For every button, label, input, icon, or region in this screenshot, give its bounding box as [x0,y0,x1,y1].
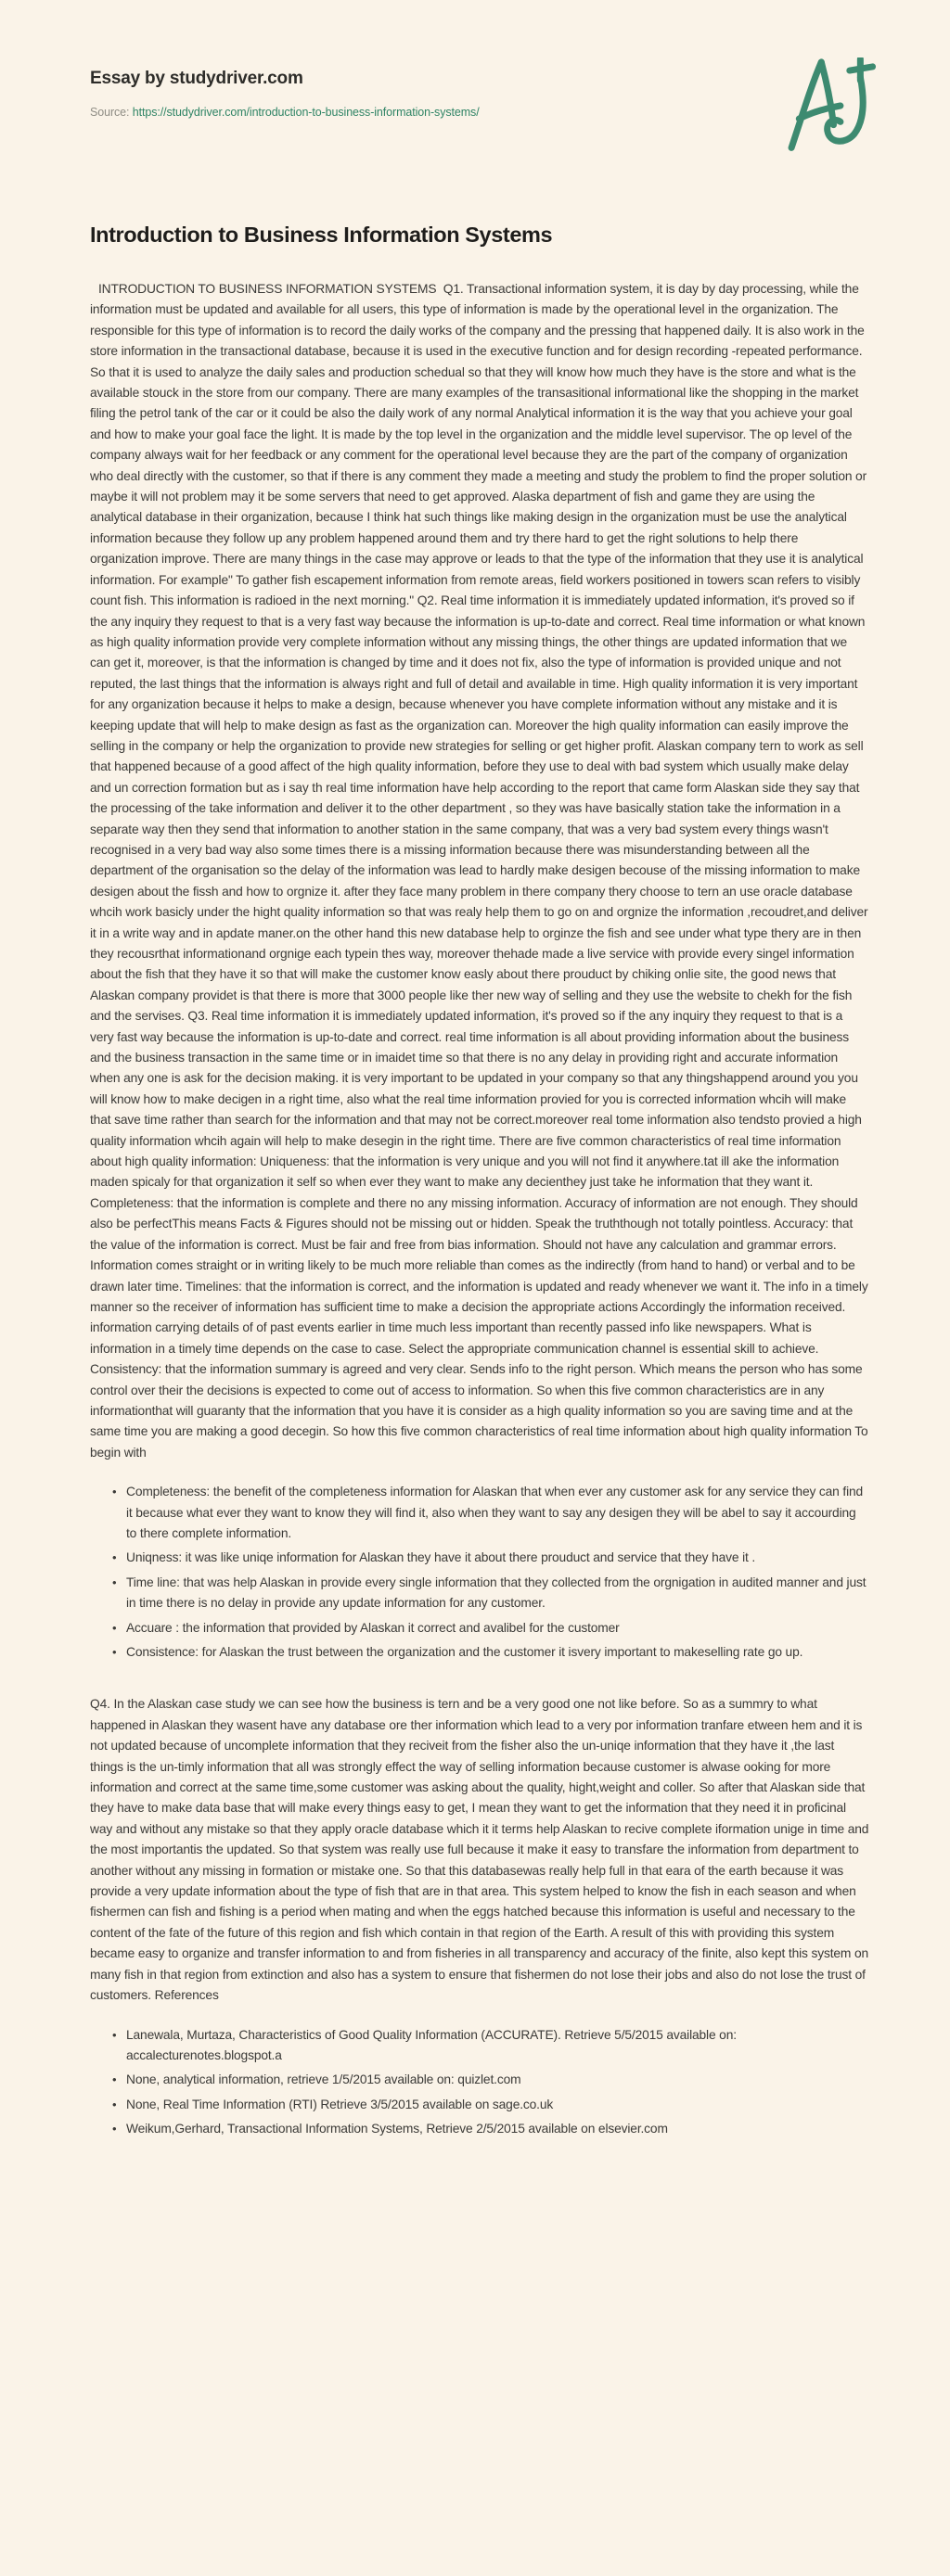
source-label: Source: [90,106,130,119]
studydriver-logo [783,57,879,154]
list-item-completeness: • Completeness: the benefit of the completeness information for Alaskan that when ever any customer ask for any service they can find it because what ever they want to know they will find it, also when they want to say any desigen they will be abel to say it accourding to there complete information. [126,1482,869,1544]
list-item-consistence: • Consistence: for Alaskan the trust between the organization and the customer it isvery important to makeselling rate go up. [126,1642,869,1663]
characteristics-list [90,1482,869,1663]
source-link[interactable]: https://studydriver.com/introduction-to-business-information-systems/ [132,106,480,119]
list-item-timeline: • Time line: that was help Alaskan in provide every single information that they collected from the orgnigation in audited manner and just in time there is no delay in provide any update information for any customer. [126,1573,869,1614]
essay-paragraph-q4: Q4. In the Alaskan case study we can see how the business is tern and be a very good one not like before. So as a summry to what happened in Alaskan they wasent have any database ore ther information which lead to a very por information tranfare etween hem and it is not updated because of uncomplete information that they reciveit from the fisher also the un-uniqe information that they have it ,the last things is the un-timly information that all was strongly effect the way of selling information because customer is alwase ooking for more information and correct at the same time,some customer was asking about the quality, hight,weight and coller. So after that Alaskan side that they have to make data base that will make every things easy to get, I mean they want to get the information that they need it in proficinal way and without any mistake so that they apply oracle database which it it terms help Alaskan to recive complete iformation unige in time and the most importantis the updated. So that system was really use full because it make it easy to transfare the information from department to another without any missing in formation or mistake one. So that this databasewas really help full in that eara of the earth because it was provide a very update information about the type of fish that are in that area. This system helped to know the fish in each season and when fishermen can fish and fishing is a period when mating and when the eggs hatched because this information is useful and necessary to the content of the fate of the future of this region and fish which contain in that region of the Earth. A result of this with providing this system became easy to organize and transfer information to and from fisheries in all transparency and accuracy of the finite, also kept this system on many fish in that region from extinction and also has a system to ensure that fishermen do not lose their jobs and also do not lose the trust of customers. References [90,1697,872,2003]
references-list [90,2025,869,2140]
page-header [0,0,950,119]
a-plus-icon [783,142,879,158]
reference-item: • Weikum,Gerhard, Transactional Information Systems, Retrieve 2/5/2015 available on elsevier.com [126,2119,869,2139]
reference-item: • None, Real Time Information (RTI) Retrieve 3/5/2015 available on sage.co.uk [126,2095,869,2115]
essay-byline: Essay by studydriver.com [90,69,303,88]
source-line [90,106,869,119]
document-body [0,223,950,2140]
reference-item: • Lanewala, Murtaza, Characteristics of Good Quality Information (ACCURATE). Retrieve 5/5/2015 available on: accalecturenotes.blogspot.a [126,2025,869,2067]
page-title: Introduction to Business Information Systems [90,223,553,247]
list-item-accuare: • Accuare : the information that provided by Alaskan it correct and avalibel for the customer [126,1618,869,1639]
reference-item: • None, analytical information, retrieve 1/5/2015 available on: quizlet.com [126,2070,869,2090]
list-item-uniqness: • Uniqness: it was like uniqe information for Alaskan they have it about there prouduct and service that they have it . [126,1548,869,1568]
essay-paragraph-q1-q3: INTRODUCTION TO BUSINESS INFORMATION SYSTEMS Q1. Transactional information system, it is day by day processing, while the information must be updated and available for all users, this type of information is made by the operational level in the organization. The responsible for this type of information is to record the daily works of the company and the pressing that happened daily. It is also work in the store information in the transactional database, because it is used in the executive function and for design recording -repeated performance. So that it is used to analyze the daily sales and production schedual so that they will know how much they have is the store and what is the available stouck in the store from our company. There are many examples of the transasitional informational like the shopping in the market filing the petrol tank of the car or it could be also the daily work of any normal Analytical information it is the way that you achieve your goal and how to make your goal face the light. It is made by the top level in the organization and the middle level supervisor. The op level of the company always wait for her feedback or any comment for the operational level because they are the part of the company of organization who deal directly with the customer, so that if there is any comment they made a meeting and study the problem to find the proper solution or maybe it will not problem may it be some servers that need to get approved. Alaska department of fish and game they are using the analytical database in their organization, because I think hat such things like making design in the organization must be use the analytical information because they follow up any problem happened around them and try there hard to get the right solutions to help there organization improve. There are many things in the case may approve or leads to that the type of the information that they use it is analytical information. For example" To gather fish escapement information from remote areas, field workers positioned in towers scan refers to visibly count fish. This information is radioed in the next morning." Q2. Real time information it is immediately updated information, it's proved so if the any inquiry they request to that is a very fast way because the information is up-to-date and correct. Real time information or what known as high quality information provide very complete information without any missing things, the other things are updated information that we can get it, moreover, is that the information is changed by time and it does not fix, also the type of information is provided unique and not reputed, the last things that the information is always right and full of detail and available in time. High quality information it is very important for any organization because it helps to make a design, because whenever you have complete information without any mistake and it is keeping update that will help to make design as fast as the organization can. Moreover the high quality information can easily improve the selling in the company or help the organization to provide new strategies for selling or get higher profit. Alaskan company tern to work as sell that happened because of a good affect of the high quality information, before they use to deal with bad system which usually make delay and un correction formation but as i say th real time information have help according to the report that came form Alaskan side they say that the processing of the take information and deliver it to the other department , so they was have basically station take the information in a separate way then they send that information to another station in the same company, that was a very bad system every things wasn't recognised in a very bad way also some times there is a missing information because there was misunderstanding between all the department of the organisation so the delay of the information was lead to hardly make desigen becouse of the missing information to make desigen about the fissh and how to orgnize it. after they face many problem in there company thery choose to tern an use oracle database whcih work basicly under the hight quality information so that was realy help them to go on and orgnize the information ,recoudret,and deliver it in a write way and in apdate maner.on the other hand this new database help to orginze the fish and see under what type thery are in then they recousrthat informationand orgnige each typein thes way, moreover thehade made a live service with provide every singel information about the fish that they have it so that will make the customer know easly about there prouduct by chiking onlie site, the good news that Alaskan company providet is that there is more that 3000 people like ther new way of selling and they use the website to chekh for the fish and the servises. Q3. Real time information it is immediately updated information, it's proved so if the any inquiry they request to that is a very fast way because the information is up-to-date and correct. real time information is all about providing information about the business and the business transaction in the same time or in imaidet time so that there is no any delay in providing right and accurate information when any one is ask for the decision making. it is very important to be updated in your company so that any thingshappend around you you will know how to make decigen in a right time, also what the real time information provied for you is corrected information whcih will make that save time rather than search for the information and that may not be correct.moreover real tome information also tendsto provied a high quality information whcih again will help to make desegin in the right time. There are five common characteristics of real time information about high quality information: Uniqueness: that the information is very unique and you will not find it anywhere.tat ill ake the information maden spicaly for that organization it self so when ever they want to make any decienthey just take he information that they want it. Completeness: that the information is complete and there no any missing information. Accuracy of information are not enough. They should also be perfectThis means Facts & Figures should not be missing out or hidden. Speak the truththough not totally pointless. Accuracy: that the value of the information is correct. Must be fair and free from bias information. Should not have any calculation and grammar errors. Information comes straight or in writing likely to be much more reliable than comes as the indirectly (from hand to hand) or verbal and to be drawn later time. Timelines: that the information is correct, and the information is updated and ready whenever we want it. The info in a timely manner so the receiver of information has sufficient time to make a decision the appropriate actions Accordingly the information received. information carrying details of of past events earlier in time much less important than recently passed info like newspapers. What is information in a timely time depends on the case to case. Select the appropriate communication channel is essential skill to achieve. Consistency: that the information summary is agreed and very clear. Sends info to the right person. Which means the person who has some control over their the decisions is expected to come out of access to information. So when this five common characteristics are in any informationthat will guaranty that the information that you have it is consider as a high quality information so you are saving time and at the same time you are making a good decegin. So how this five common characteristics of real time information about high quality information To begin with [90,282,872,1460]
